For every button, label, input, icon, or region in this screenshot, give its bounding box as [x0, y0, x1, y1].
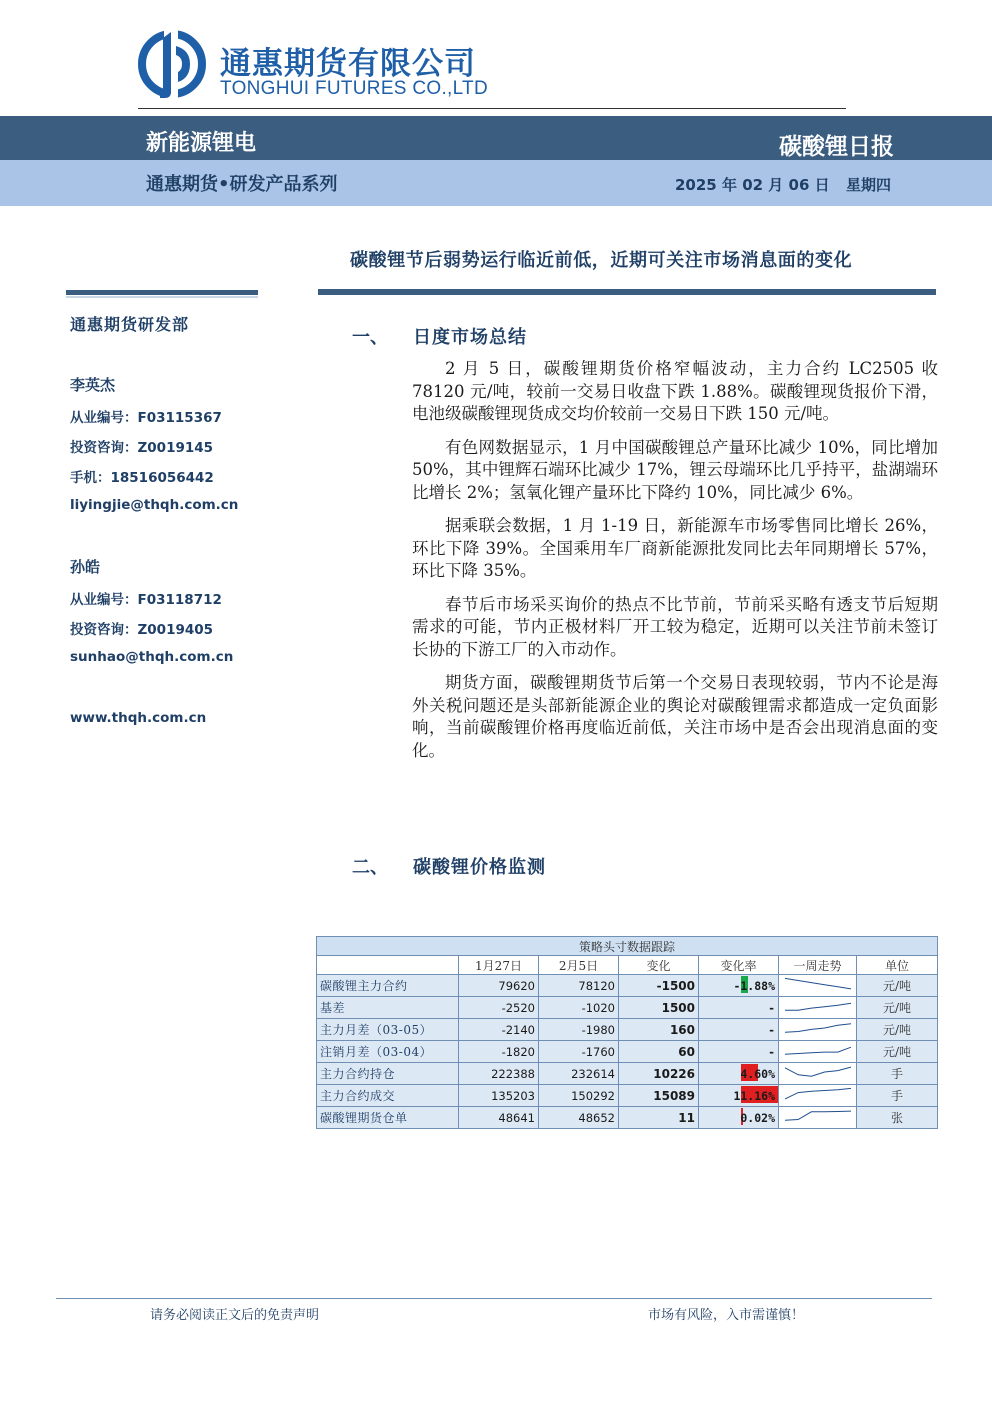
row-name: 碳酸锂主力合约	[317, 975, 459, 997]
table-header-row	[317, 956, 938, 975]
sparkline	[785, 978, 851, 989]
analyst-consult-id: 投资咨询：Z0019405	[70, 622, 214, 638]
column-header	[317, 956, 459, 975]
change-rate	[699, 975, 779, 997]
change-rate	[699, 1107, 779, 1129]
section-number: 二、	[352, 857, 388, 878]
paragraph: 期货方面，碳酸锂期货节后第一个交易日表现较弱，节内不论是海外关税问题还是头部新能源企业的舆论对碳酸锂需求都造成一定负面影响，当前碳酸锂价格再度临近前低，关注市场中是否会出现消息面的变化。	[412, 673, 938, 760]
unit: 元/吨	[857, 997, 938, 1019]
weekly-trend	[779, 997, 857, 1019]
sparkline-chart	[779, 1063, 857, 1081]
sidebar-divider-shadow	[66, 296, 258, 298]
sidebar-divider	[66, 290, 258, 295]
sparkline	[785, 1024, 851, 1032]
change-value: -1500	[619, 975, 699, 997]
value-jan27: -2520	[459, 997, 539, 1019]
value-jan27: 79620	[459, 975, 539, 997]
section-title: 碳酸锂价格监测	[413, 857, 546, 878]
website-link[interactable]: www.thqh.com.cn	[70, 710, 207, 726]
column-header: 变化	[619, 956, 699, 975]
value-jan27: -1820	[459, 1041, 539, 1063]
row-name: 基差	[317, 997, 459, 1019]
sparkline-chart	[779, 975, 857, 993]
analyst-phone: 手机：18516056442	[70, 470, 214, 486]
paragraph: 春节后市场采买询价的热点不比节前，节前采买略有透支节后短期需求的可能，节内正极材料厂开工较为稳定，近期可以关注节前未签订长协的下游工厂的入市动作。	[412, 594, 938, 659]
paragraph: 有色网数据显示，1 月中国碳酸锂总产量环比减少 10%，同比增加 50%，其中锂辉石端环比减少 17%，锂云母端环比几乎持平，盐湖端环比增长 2%；氢氧化锂产量环比下降约 10%，同比减少 6%。	[412, 437, 938, 502]
company-name-en: TONGHUI FUTURES CO.,LTD	[220, 78, 488, 99]
value-feb5: -1760	[539, 1041, 619, 1063]
change-value: 11	[619, 1107, 699, 1129]
table-row	[317, 1019, 938, 1041]
report-type-title: 碳酸锂日报	[779, 134, 894, 160]
company-logo-icon	[138, 28, 206, 100]
change-value: 15089	[619, 1085, 699, 1107]
change-value: 10226	[619, 1063, 699, 1085]
change-rate	[699, 1041, 779, 1063]
page-title: 碳酸锂节后弱势运行临近前低，近期可关注市场消息面的变化	[350, 250, 853, 271]
unit: 手	[857, 1063, 938, 1085]
sparkline	[785, 1003, 851, 1010]
analyst-email-link[interactable]: liyingjie@thqh.com.cn	[70, 497, 239, 513]
column-header: 2月5日	[539, 956, 619, 975]
analyst-license: 从业编号：F03115367	[70, 410, 222, 426]
row-name: 碳酸锂期货仓单	[317, 1107, 459, 1129]
change-rate-text: 4.60%	[740, 1066, 775, 1081]
unit: 手	[857, 1085, 938, 1107]
value-jan27: 222388	[459, 1063, 539, 1085]
column-header: 单位	[857, 956, 938, 975]
price-monitor-table	[316, 936, 938, 1129]
weekly-trend	[779, 1107, 857, 1129]
sparkline-chart	[779, 1107, 857, 1125]
company-name-cn: 通惠期货有限公司	[220, 46, 476, 82]
risk-warning: 市场有风险，入市需谨慎！	[648, 1308, 805, 1323]
sparkline	[785, 1111, 851, 1120]
report-weekday: 星期四	[846, 176, 892, 194]
headline-divider	[318, 289, 936, 295]
sparkline-chart	[779, 1085, 857, 1103]
analyst-name: 李英杰	[70, 376, 116, 394]
change-rate-text: 11.16%	[733, 1088, 775, 1103]
paragraph: 2 月 5 日，碳酸锂期货价格窄幅波动，主力合约 LC2505 收 78120 元/吨，较前一交易日收盘下跌 1.88%。碳酸锂现货报价下滑，电池级碳酸锂现货成交均价较前一交易日下跌 150 元/吨。	[412, 359, 938, 423]
change-rate-text: -	[768, 1044, 775, 1059]
sparkline	[785, 1047, 851, 1054]
change-rate-text: -	[768, 1000, 775, 1015]
banner-category: 新能源锂电	[146, 131, 257, 156]
footer-divider	[56, 1298, 932, 1299]
sparkline-chart	[779, 1019, 857, 1037]
market-summary	[412, 358, 938, 773]
value-jan27: 48641	[459, 1107, 539, 1129]
change-value: 160	[619, 1019, 699, 1041]
table-row	[317, 1041, 938, 1063]
table-row	[317, 1085, 938, 1107]
value-jan27: -2140	[459, 1019, 539, 1041]
value-feb5: 150292	[539, 1085, 619, 1107]
sparkline	[785, 1088, 851, 1099]
row-name: 注销月差（03-04）	[317, 1041, 459, 1063]
row-name: 主力合约持仓	[317, 1063, 459, 1085]
analyst-license: 从业编号：F03118712	[70, 592, 222, 608]
sparkline	[785, 1067, 851, 1076]
unit: 元/吨	[857, 1041, 938, 1063]
analyst-name: 孙皓	[70, 558, 101, 576]
value-feb5: 78120	[539, 975, 619, 997]
table-row	[317, 1063, 938, 1085]
value-feb5: -1020	[539, 997, 619, 1019]
change-rate-text: -	[768, 1022, 775, 1037]
sparkline-chart	[779, 1041, 857, 1059]
change-rate	[699, 1019, 779, 1041]
report-series: 通惠期货•研发产品系列	[146, 174, 338, 195]
column-header: 变化率	[699, 956, 779, 975]
table-row	[317, 975, 938, 997]
table-row	[317, 1107, 938, 1129]
table-row	[317, 997, 938, 1019]
sparkline-chart	[779, 997, 857, 1015]
analyst-email-link[interactable]: sunhao@thqh.com.cn	[70, 649, 234, 665]
value-feb5: 232614	[539, 1063, 619, 1085]
department-name: 通惠期货研发部	[70, 315, 190, 334]
change-value: 1500	[619, 997, 699, 1019]
value-jan27: 135203	[459, 1085, 539, 1107]
report-date: 2025 年 02 月 06 日	[675, 176, 830, 194]
paragraph: 据乘联会数据，1 月 1-19 日，新能源车市场零售同比增长 26%，环比下降 39%。全国乘用车厂商新能源批发同比去年同期增长 57%，环比下降 35%。	[412, 516, 938, 580]
row-name: 主力月差（03-05）	[317, 1019, 459, 1041]
row-name: 主力合约成交	[317, 1085, 459, 1107]
disclaimer-note: 请务必阅读正文后的免责声明	[150, 1308, 320, 1323]
column-header: 1月27日	[459, 956, 539, 975]
change-rate	[699, 1063, 779, 1085]
weekly-trend	[779, 1063, 857, 1085]
column-header: 一周走势	[779, 956, 857, 975]
change-rate-text: 0.02%	[740, 1110, 775, 1125]
table-caption: 策略头寸数据跟踪	[317, 937, 938, 956]
change-value: 60	[619, 1041, 699, 1063]
section-title: 日度市场总结	[413, 327, 527, 348]
weekly-trend	[779, 1041, 857, 1063]
value-feb5: -1980	[539, 1019, 619, 1041]
section-number: 一、	[352, 327, 388, 348]
weekly-trend	[779, 1019, 857, 1041]
analyst-consult-id: 投资咨询：Z0019145	[70, 440, 214, 456]
header-divider	[138, 108, 846, 109]
weekly-trend	[779, 1085, 857, 1107]
unit: 元/吨	[857, 1019, 938, 1041]
change-rate-text: -1.88%	[733, 978, 775, 993]
value-feb5: 48652	[539, 1107, 619, 1129]
weekly-trend	[779, 975, 857, 997]
unit: 张	[857, 1107, 938, 1129]
change-rate	[699, 1085, 779, 1107]
change-rate	[699, 997, 779, 1019]
unit: 元/吨	[857, 975, 938, 997]
